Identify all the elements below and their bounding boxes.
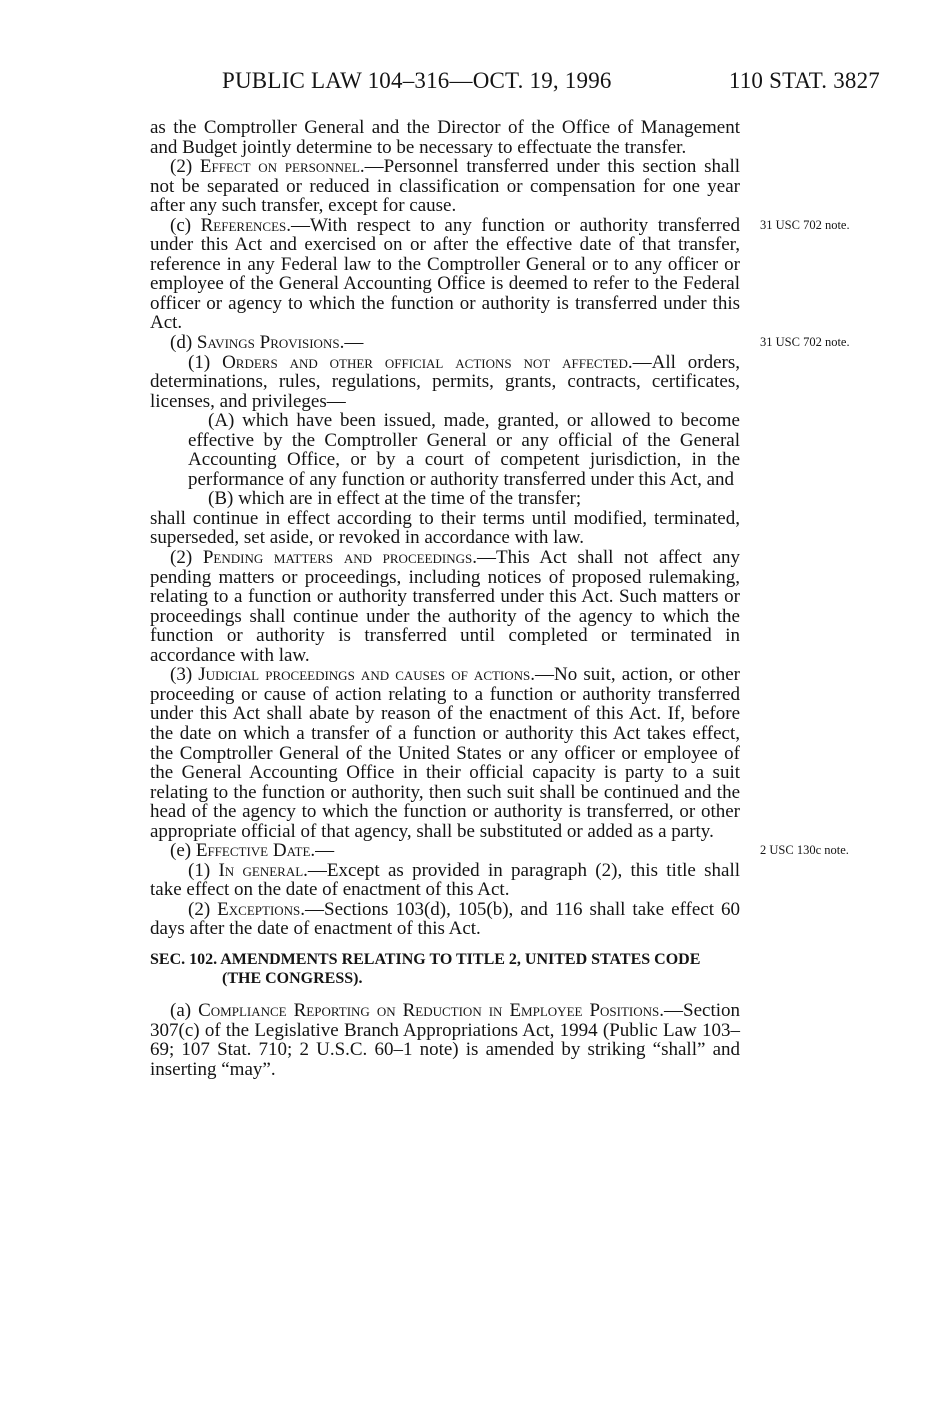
paragraph-exceptions: (2) Exceptions.—Sections 103(d), 105(b), and 116 shall take effect 60 days after the date of enactment of this Act. <box>150 898 740 940</box>
subheading: Effect on personnel. <box>199 156 365 178</box>
subheading: Savings Provisions. <box>196 332 345 354</box>
margin-note: 2 USC 130c note. <box>760 843 849 858</box>
paragraph-orders-not-affected: (1) Orders and other official actions not affected.—All orders, determinations, rules, regulations, permits, grants, contracts, certificates, licenses, and privileges— <box>150 351 741 412</box>
subheading: References. <box>200 214 292 236</box>
paragraph-compliance-reporting: (a) Compliance Reporting on Reduction in Employee Positions.—Section 307(c) of the Legislative Branch Appropriations Act, 1994 (Public Law 103–69; 107 Stat. 710; 2 U.S.C. 60–1 note) is amended by striking “shall” and inserting “may”. <box>150 999 741 1080</box>
paragraph-continuation-tail: shall continue in effect according to their terms until modified, terminated, superseded, set aside, or revoked in accordance with law. <box>150 507 740 549</box>
page-citation: 110 STAT. 3827 <box>728 68 880 93</box>
subheading: Judicial proceedings and causes of actions. <box>198 664 536 686</box>
paragraph-in-general: (1) In general.—Except as provided in paragraph (2), this title shall take effect on the date of enactment of this Act. <box>150 859 741 901</box>
subparagraph-A: (A) which have been issued, made, granted, or allowed to become effective by the Comptroller General or any official of the General Accounting Office, or by a court of competent jurisdiction, in the performance of any function or authority transferred under this Act, and <box>188 410 740 490</box>
subheading: Orders and other official actions not affected. <box>222 351 633 373</box>
paragraph-judicial-proceedings: (3) Judicial proceedings and causes of actions.—No suit, action, or other proceeding or cause of action relating to a function or authority transferred under this Act shall abate by reason of the enactment of this Act. If, before the date on which a transfer of a function or authority this Act takes effect, the Comptroller General of the United States or any officer or employee of the General Accounting Office in their official capacity is party to a suit relating to the function or authority, then such suit shall be continued and the head of the agency to which the function or authority is transferred, or other appropriate official of that agency, shall be substituted or added as a party. <box>150 664 740 842</box>
subparagraph-B: (B) which are in effect at the time of the transfer; <box>208 488 582 510</box>
running-header-title: PUBLIC LAW 104–316—OCT. 19, 1996 <box>222 68 612 93</box>
subheading: In general. <box>218 859 308 881</box>
subheading: Exceptions. <box>217 898 306 920</box>
subheading: Pending matters and proceedings. <box>202 547 477 569</box>
paragraph-savings-provisions: 31 USC 702 note. (d) Savings Provisions.— <box>150 333 740 353</box>
subheading: Compliance Reporting on Reduction in Employee Positions. <box>198 999 665 1021</box>
paragraph-effect-on-personnel: (2) Effect on personnel.—Personnel transferred under this section shall not be separated or reduced in classification or compensation for one year after any such transfer, except for cause. <box>150 156 740 217</box>
paragraph-continuation: as the Comptroller General and the Director of the Office of Management and Budget jointly determine to be necessary to effectuate the transfer. <box>150 117 740 158</box>
section-heading: SEC. 102. AMENDMENTS RELATING TO TITLE 2, UNITED STATES CODE (THE CONGRESS). <box>150 950 701 988</box>
margin-note: 31 USC 702 note. <box>760 335 850 350</box>
margin-note: 31 USC 702 note. <box>760 217 850 232</box>
statute-body <box>150 117 850 1080</box>
paragraph-pending-matters: (2) Pending matters and proceedings.—This Act shall not affect any pending matters or proceedings, including notices of proposed rulemaking, relating to a function or authority transferred under this Act. Such matters or proceedings shall continue under the authority of the agency to which the function or authority is transferred until completed or terminated in accordance with law. <box>150 547 741 666</box>
paragraph-effective-date: 2 USC 130c note. (e) Effective Date.— <box>150 841 740 861</box>
subheading: Effective Date. <box>195 840 316 862</box>
paragraph-references: 31 USC 702 note. (c) References.—With respect to any function or authority transferred under this Act and exercised on or after the effective date of that transfer, reference in any Federal law to the Comptroller General or to any officer or employee of the General Accounting Office is deemed to refer to the Federal officer or agency to which the function or authority is transferred under this Act. <box>150 216 740 333</box>
